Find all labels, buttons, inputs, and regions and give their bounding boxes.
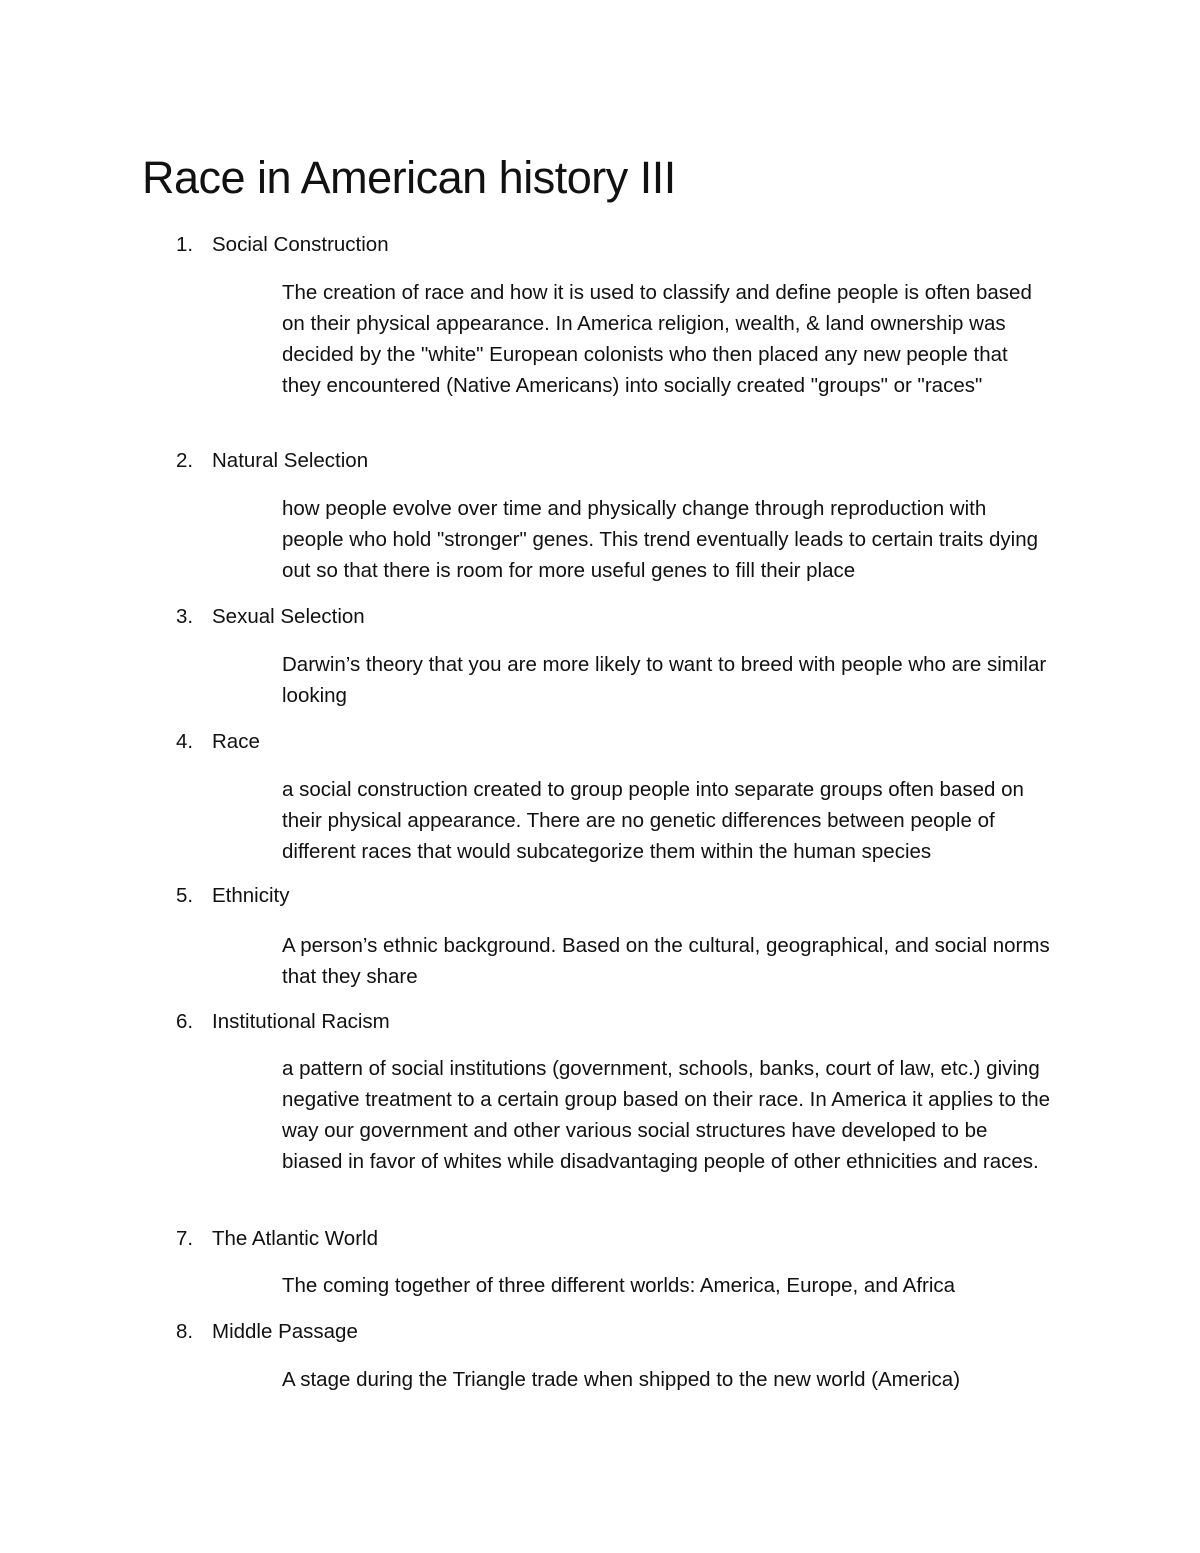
term-definition: The creation of race and how it is used to classify and define people is often based on their physical appearance. In America religion, wealth, & land ownership was decided by the "white" European colonists who then placed any new people that they encountered (Native Americans) into socially created "groups" or "races" xyxy=(282,281,1032,397)
term-definition: a social construction created to group people into separate groups often based on their physical appearance. There are no genetic differences between people of different races that would subcategorize them within the human species xyxy=(282,778,1024,863)
term-number: 4. xyxy=(176,730,194,753)
term-number: 8. xyxy=(176,1320,194,1343)
term-definition: A person’s ethnic background. Based on the cultural, geographical, and social norms that they share xyxy=(282,934,1050,988)
term-name: Middle Passage xyxy=(212,1320,358,1343)
term-definition: Darwin’s theory that you are more likely to want to breed with people who are similar looking xyxy=(282,653,1047,707)
term-name: Natural Selection xyxy=(212,449,369,472)
term-definition: a pattern of social institutions (government, schools, banks, court of law, etc.) giving negative treatment to a certain group based on their race. In America it applies to the way our government and other various social structures have developed to be biased in favor of whites while disadvantaging people of other ethnicities and races. xyxy=(282,1057,1051,1173)
term-number: 1. xyxy=(176,233,194,256)
term-definition: how people evolve over time and physically change through reproduction with people who hold "stronger" genes. This trend eventually leads to certain traits dying out so that there is room for more useful genes to fill their place xyxy=(282,497,1039,582)
term-number: 3. xyxy=(176,605,194,628)
term-number: 2. xyxy=(176,449,194,472)
term-definition: The coming together of three different worlds: America, Europe, and Africa xyxy=(282,1274,956,1297)
term-name: Institutional Racism xyxy=(212,1010,390,1033)
term-name: Ethnicity xyxy=(212,884,290,907)
term-number: 6. xyxy=(176,1010,194,1033)
term-definition: A stage during the Triangle trade when shipped to the new world (America) xyxy=(282,1368,961,1391)
term-name: Social Construction xyxy=(212,233,389,256)
term-number: 7. xyxy=(176,1227,194,1250)
term-name: Race xyxy=(212,730,260,753)
term-name: Sexual Selection xyxy=(212,605,365,628)
term-number: 5. xyxy=(176,884,194,907)
term-name: The Atlantic World xyxy=(212,1227,378,1250)
document-title: Race in American history III xyxy=(142,152,676,203)
